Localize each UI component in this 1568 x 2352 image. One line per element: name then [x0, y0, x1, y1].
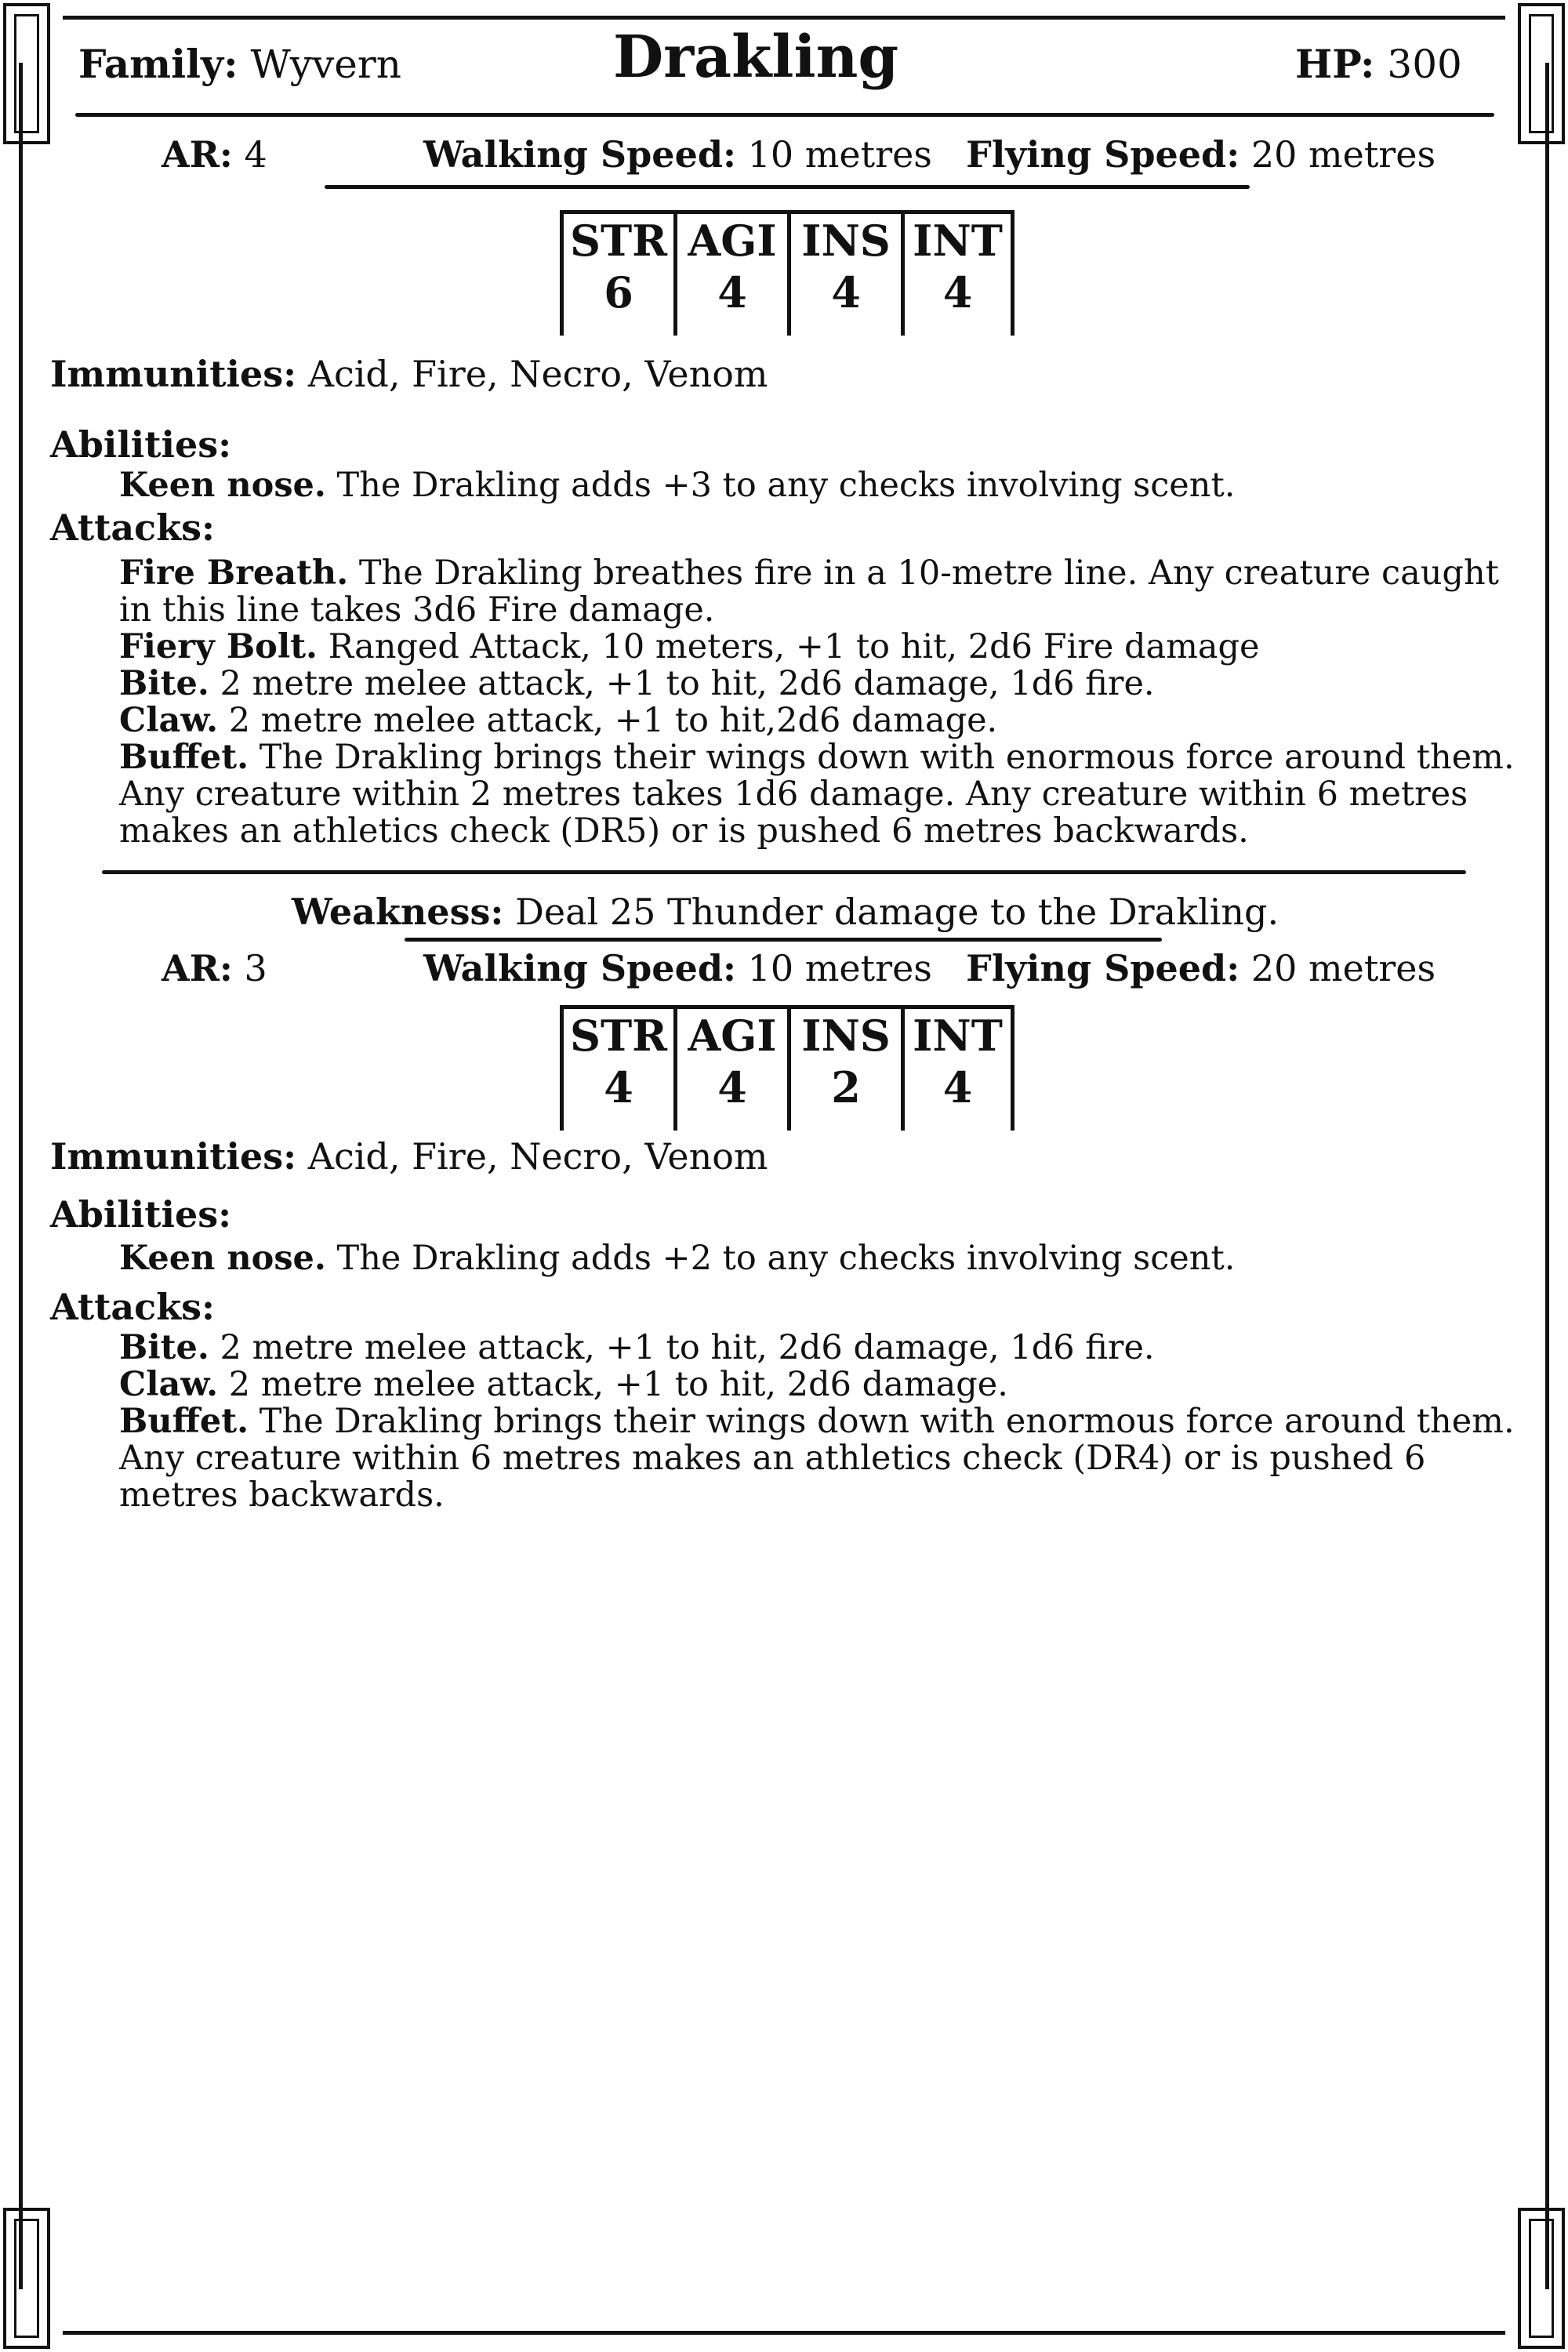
family-label: Family:	[78, 41, 238, 87]
ar-label: AR:	[162, 133, 233, 176]
fly-value: 20 metres	[1250, 947, 1436, 989]
speed-divider-1	[325, 185, 1250, 189]
immunities-field-2	[50, 1135, 768, 1178]
abilities-heading-1: Abilities:	[50, 423, 232, 466]
frame-left-border	[19, 63, 23, 2289]
ar-value: 3	[244, 947, 267, 989]
stat-int: INT 4	[901, 210, 1014, 336]
stat-ins: INS 2	[787, 1005, 901, 1131]
weakness-divider	[405, 938, 1162, 942]
stat-table-1	[560, 210, 1014, 336]
weakness-field	[292, 891, 1279, 933]
ar-field-2	[162, 947, 267, 989]
stat-table-2	[560, 1005, 1014, 1131]
attack-entry: Fiery Bolt. Ranged Attack, 10 meters, +1 to hit, 2d6 Fire damage	[119, 627, 1260, 666]
attacks-heading-1: Attacks:	[50, 506, 215, 549]
corner-ornament-top-right	[1518, 3, 1565, 144]
ar-label: AR:	[162, 947, 233, 989]
attack-entry: Claw. 2 metre melee attack, +1 to hit, 2d6 damage.	[119, 1365, 1008, 1404]
immunities-label: Immunities:	[50, 353, 297, 395]
fly-label: Flying Speed:	[966, 133, 1240, 176]
abilities-heading-2: Abilities:	[50, 1193, 232, 1236]
frame-right-border	[1545, 63, 1549, 2289]
attack-entry: Bite. 2 metre melee attack, +1 to hit, 2d6 damage, 1d6 fire.	[119, 1328, 1155, 1367]
stat-int: INT 4	[901, 1005, 1014, 1131]
walk-value: 10 metres	[747, 133, 932, 176]
ar-field-1	[162, 133, 267, 176]
weakness-value: Deal 25 Thunder damage to the Drakling.	[514, 891, 1279, 933]
walk-value: 10 metres	[747, 947, 932, 989]
attack-entry: Bite. 2 metre melee attack, +1 to hit, 2d6 damage, 1d6 fire.	[119, 664, 1155, 703]
fly-label: Flying Speed:	[966, 947, 1240, 989]
corner-ornament-top-left	[3, 3, 50, 144]
fly-value: 20 metres	[1250, 133, 1436, 176]
immunities-value: Acid, Fire, Necro, Venom	[307, 353, 768, 395]
speed-row-2	[423, 947, 1436, 989]
section-divider	[102, 870, 1466, 874]
ar-value: 4	[244, 133, 267, 176]
attack-entry: Buffet. The Drakling brings their wings down with enormous force around them. Any creature within 6 metres makes an athletics check (DR4) or is pushed 6 metres backwards.	[119, 1402, 1515, 1515]
header-divider	[75, 113, 1494, 117]
walk-label: Walking Speed:	[423, 947, 736, 989]
ability-entry: Keen nose. The Drakling adds +2 to any checks involving scent.	[119, 1239, 1236, 1278]
stat-str: STR 6	[560, 210, 673, 336]
stat-ins: INS 4	[787, 210, 901, 336]
family-value: Wyvern	[250, 42, 401, 87]
stat-agi: AGI 4	[673, 1005, 787, 1131]
walk-label: Walking Speed:	[423, 133, 736, 176]
attacks-heading-2: Attacks:	[50, 1286, 215, 1328]
hp-field	[1295, 41, 1462, 87]
frame-top-border	[63, 16, 1505, 20]
immunities-label: Immunities:	[50, 1135, 297, 1178]
stat-agi: AGI 4	[673, 210, 787, 336]
weakness-label: Weakness:	[292, 891, 504, 933]
attack-entry: Fire Breath. The Drakling breathes fire in a 10-metre line. Any creature caught in this line takes 3d6 Fire damage.	[119, 554, 1499, 630]
stat-str: STR 4	[560, 1005, 673, 1131]
immunities-field-1	[50, 353, 768, 395]
corner-ornament-bottom-right	[1518, 2208, 1565, 2349]
attack-entry: Claw. 2 metre melee attack, +1 to hit,2d6 damage.	[119, 701, 998, 740]
family-field	[78, 41, 401, 87]
attack-entry: Buffet. The Drakling brings their wings down with enormous force around them. Any creature within 2 metres takes 1d6 damage. Any creature within 6 metres makes an athletics check (DR5) or is pushed 6 metres backwards.	[119, 738, 1515, 851]
page-title: Drakling	[613, 24, 899, 91]
ability-entry: Keen nose. The Drakling adds +3 to any checks involving scent.	[119, 466, 1236, 505]
hp-label: HP:	[1295, 41, 1375, 87]
speed-row-1	[423, 133, 1436, 176]
frame-bottom-border	[63, 2331, 1505, 2335]
hp-value: 300	[1387, 42, 1462, 87]
immunities-value: Acid, Fire, Necro, Venom	[307, 1135, 768, 1178]
attack-list-2	[119, 1330, 1530, 1514]
attack-list-1	[119, 555, 1530, 850]
corner-ornament-bottom-left	[3, 2208, 50, 2349]
